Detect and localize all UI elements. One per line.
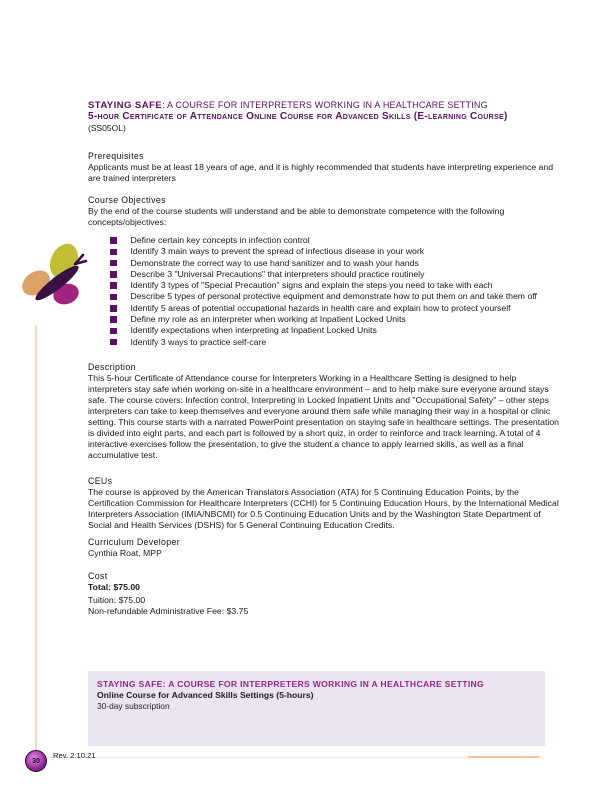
section-cost — [88, 571, 560, 617]
bullet-square-icon — [110, 260, 117, 267]
prerequisites-body: Applicants must be at least 18 years of age, and it is highly recommended that students have interpreting experience and are trained interpreters — [88, 162, 554, 183]
objective-text: Define my role as an interpreter when working at Inpatient Locked Units — [130, 314, 406, 325]
section-curriculum-developer — [88, 537, 560, 559]
footer-rule-accent — [468, 756, 540, 758]
list-item — [88, 258, 560, 269]
cost-heading: Cost — [88, 570, 108, 581]
bullet-square-icon — [110, 339, 117, 346]
bullet-square-icon — [110, 282, 117, 289]
description-heading: Description — [88, 361, 136, 372]
course-title-emphasis: STAYING SAFE — [88, 100, 163, 111]
vertical-accent-line — [35, 326, 37, 751]
list-item — [88, 246, 560, 257]
objective-text: Identify 3 ways to practice self-care — [130, 336, 267, 347]
course-title — [88, 100, 560, 111]
objective-text: Define certain key concepts in infection control — [130, 235, 310, 245]
course-title-block — [88, 100, 560, 134]
cost-tuition: Tuition: $75.00 — [88, 594, 146, 605]
curriculum-developer-name: Cynthia Roat, MPP — [88, 547, 162, 558]
list-item — [88, 325, 560, 336]
butterfly-logo-icon — [22, 242, 88, 326]
list-item — [88, 291, 560, 302]
main-content — [88, 100, 560, 617]
list-item — [88, 280, 560, 291]
summary-box-subscription: 30-day subscription — [97, 701, 170, 711]
description-body: This 5-hour Certificate of Attendance course for Interpreters Working in a Healthcare Setting is designed to help interpreters stay safe when working on-site in a healthcare environment – and to help make sure everyone around stays safe. The course covers: Infection control, Interpreting in Locked Inpatient Units and "Occupational Safety" – other steps interpreters can take to keep themselves and everyone around them safe while managing their way in a hospital or clinic setting. This course starts with a narrated PowerPoint presentation on staying safe in healthcare settings. The presentation is divided into eight parts, and each part is followed by a short quiz, in order to reinforce and track learning. A total of 4 interactive exercises follow the presentation, to give the student a chance to apply learned skills, as well as a final accumulative test. — [88, 372, 559, 460]
page-number: 30 — [32, 757, 40, 765]
list-item — [88, 314, 560, 325]
ceus-heading: CEUs — [88, 475, 113, 486]
list-item — [88, 269, 560, 280]
course-subtitle: 5-hour Certificate of Attendance Online Course for Advanced Skills (E-learning Course) — [88, 111, 508, 122]
bullet-square-icon — [110, 237, 117, 244]
list-item — [88, 337, 560, 348]
list-item — [88, 235, 560, 246]
objective-text: Identify expectations when interpreting at Inpatient Locked Units — [130, 325, 377, 336]
objective-text: Describe 3 "Universal Precautions" that interpreters should practice routinely — [130, 268, 425, 279]
summary-box-format: Online Course for Advanced Skills Settings (5-hours) — [97, 690, 314, 700]
bullet-square-icon — [110, 271, 117, 278]
objective-text: Identify 5 areas of potential occupational hazards in health care and explain how to protect yourself — [130, 302, 511, 313]
section-description — [88, 362, 560, 461]
ceus-body: The course is approved by the American Translators Association (ATA) for 5 Continuing Education Points, by the Certification Commission for Healthcare Interpreters (CCHI) for 5 Continuing Education Hours, by the International Medical Interpreters Association (IMIA/NBCMI) for 0.5 Continuing Education Units and by the Washington State Department of Social and Health Services (DSHS) for 5 General Continuing Education Credits. — [88, 486, 559, 530]
list-item — [88, 303, 560, 314]
course-code: (SS05OL) — [88, 123, 126, 133]
objectives-heading: Course Objectives — [88, 195, 166, 205]
page-number-orb — [25, 750, 47, 772]
bullet-square-icon — [110, 328, 117, 335]
objectives-list — [88, 235, 560, 348]
footer-rule-light — [47, 757, 468, 758]
bullet-square-icon — [110, 249, 117, 256]
curriculum-developer-heading: Curriculum Developer — [88, 536, 181, 547]
course-title-rest: : A COURSE FOR INTERPRETERS WORKING IN A HEALTHCARE SETTING — [162, 100, 488, 110]
objectives-intro: By the end of the course students will understand and be able to demonstrate competence with the following concepts/objectives: — [88, 206, 505, 227]
bullet-square-icon — [110, 294, 117, 301]
objective-text: Identify 3 types of "Special Precaution" signs and explain the steps you need to take with each — [130, 280, 493, 291]
section-ceus — [88, 476, 560, 531]
bullet-square-icon — [110, 305, 117, 312]
summary-box-title: STAYING SAFE: A COURSE FOR INTERPRETERS WORKING IN A HEALTHCARE SETTING — [97, 679, 485, 689]
cost-admin-fee: Non-refundable Administrative Fee: $3.75 — [88, 605, 249, 616]
objective-text: Describe 5 types of personal protective equipment and demonstrate how to put them on and take them off — [130, 291, 537, 302]
section-prerequisites — [88, 151, 560, 184]
section-course-objectives — [88, 195, 560, 348]
objective-text: Demonstrate the correct way to use hand sanitizer and to wash your hands — [130, 257, 419, 268]
prerequisites-heading: Prerequisites — [88, 151, 144, 161]
objective-text: Identify 3 main ways to prevent the spread of infectious disease in your work — [130, 246, 425, 257]
course-summary-box — [88, 671, 545, 746]
cost-total: Total: $75.00 — [88, 581, 140, 592]
bullet-square-icon — [110, 316, 117, 323]
revision-label: Rev. 2.10.21 — [53, 751, 96, 760]
